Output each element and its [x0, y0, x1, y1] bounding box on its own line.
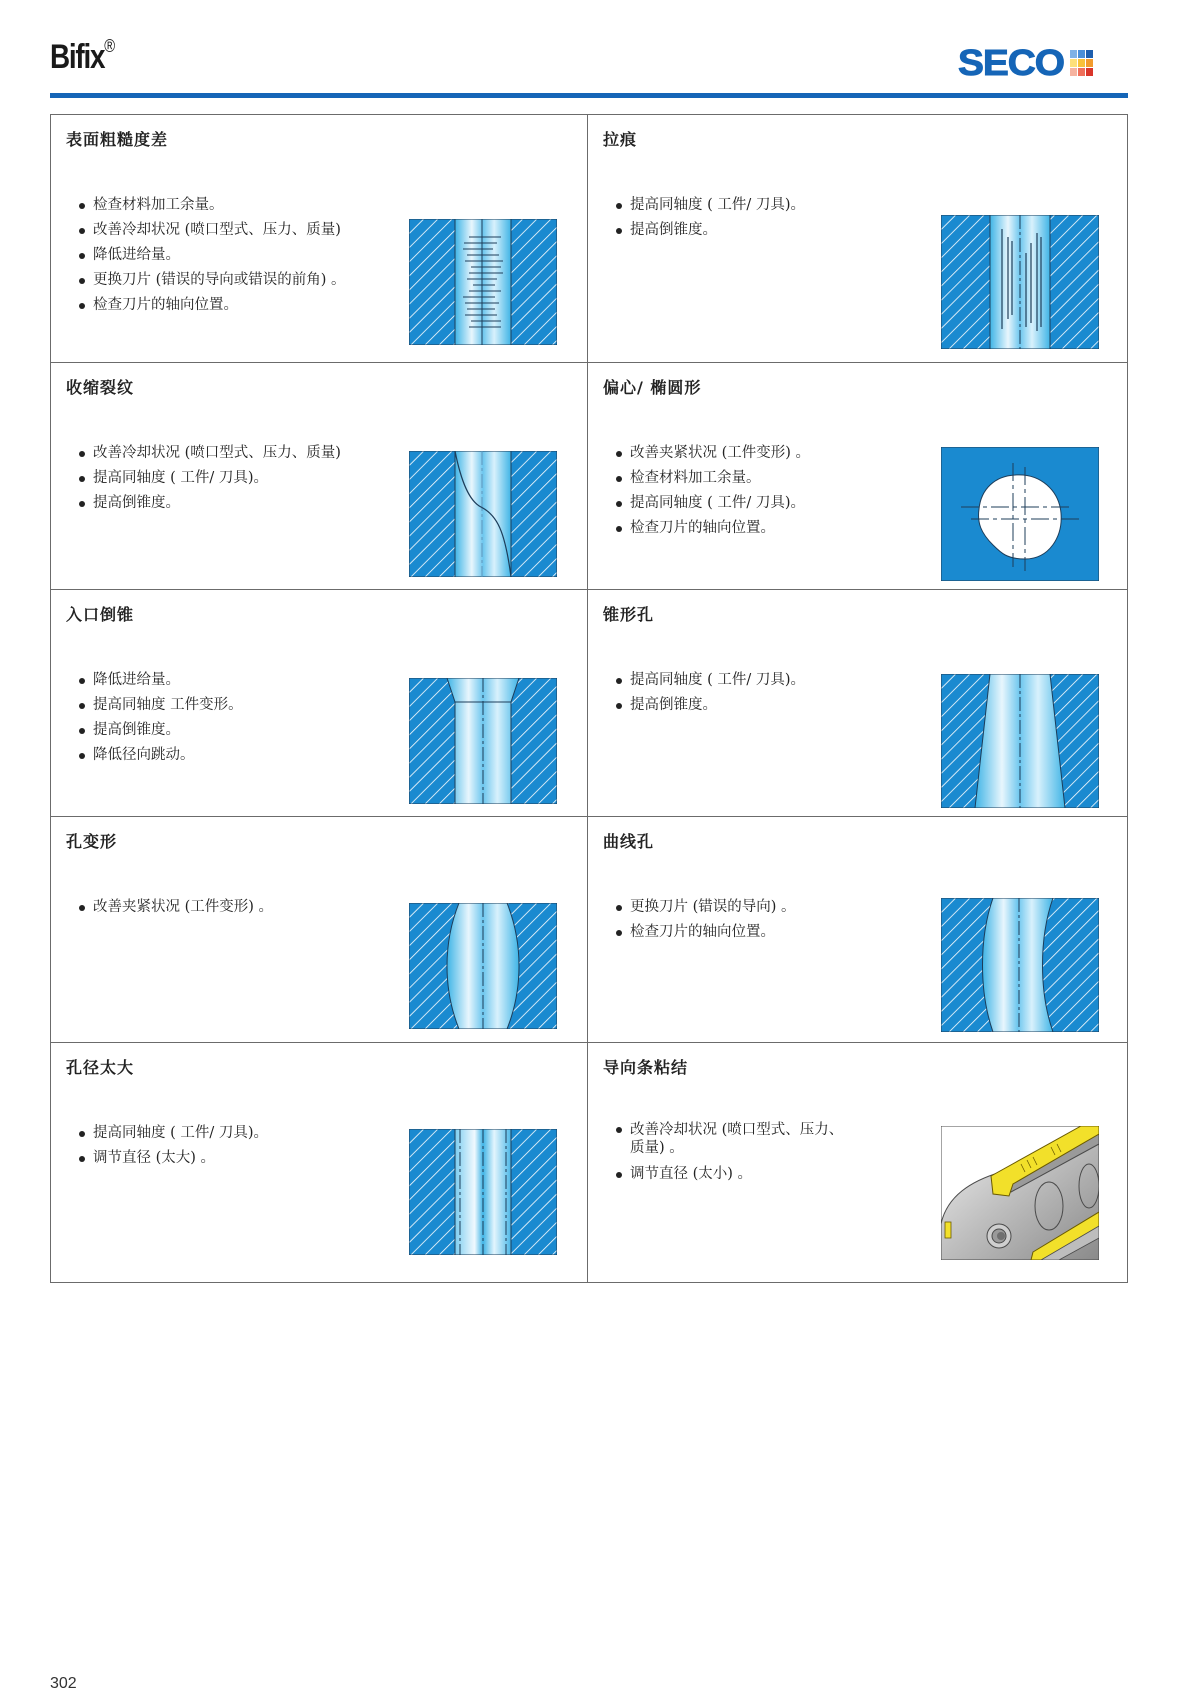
remedy-item: 检查刀片的轴向位置。: [616, 920, 796, 945]
remedy-list: [616, 895, 796, 945]
remedy-item: 提高同轴度 ( 工件/ 刀具)。: [616, 193, 805, 218]
problem-title: 入口倒锥: [66, 605, 135, 624]
problem-title: 导向条粘结: [603, 1058, 689, 1077]
remedy-item: 提高同轴度 ( 工件/ 刀具)。: [79, 1121, 268, 1146]
remedy-item: 改善冷却状况 (喷口型式、压力、质量): [79, 441, 341, 466]
remedy-list: [79, 1121, 268, 1171]
scoring-marks-diagram: [941, 215, 1099, 349]
remedy-item: 改善夹紧状况 (工件变形) 。: [79, 895, 273, 920]
problem-title: 锥形孔: [603, 605, 655, 624]
remedy-item: 改善冷却状况 (喷口型式、压力、质量): [79, 218, 346, 243]
remedy-item: 调节直径 (太大) 。: [79, 1146, 268, 1171]
registered-mark: ®: [104, 36, 116, 56]
remedy-item: 改善夹紧状况 (工件变形) 。: [616, 441, 810, 466]
problem-cell-curved-hole: [588, 817, 1127, 1043]
problem-title: 孔径太大: [66, 1058, 135, 1077]
remedy-item: 提高同轴度 工件变形。: [79, 693, 243, 718]
remedy-list: [616, 193, 805, 243]
problem-cell-tapered-hole: [588, 590, 1127, 817]
problem-title: 孔变形: [66, 832, 118, 851]
problem-cell-scoring: [588, 115, 1127, 363]
remedy-list: [79, 668, 243, 768]
remedy-item: 降低径向跳动。: [79, 743, 243, 768]
guide-pad-adhesion-illustration: [941, 1126, 1099, 1260]
page-number: 302: [50, 1675, 77, 1692]
remedy-item: 更换刀片 (错误的导向) 。: [616, 895, 796, 920]
remedy-item: 提高倒锥度。: [79, 491, 341, 516]
remedy-item: 降低进给量。: [79, 668, 243, 693]
remedy-list: [616, 1121, 846, 1187]
remedy-item: 提高同轴度 ( 工件/ 刀具)。: [616, 668, 805, 693]
product-name: Bifix: [50, 38, 105, 76]
eccentric-oval-diagram: [941, 447, 1099, 581]
tapered-hole-diagram: [941, 674, 1099, 808]
problem-cell-hole-deformation: [51, 817, 588, 1043]
remedy-item: 改善冷却状况 (喷口型式、压力、质量) 。: [616, 1121, 846, 1157]
problem-title: 曲线孔: [603, 832, 655, 851]
remedy-list: [79, 895, 273, 920]
remedy-list: [79, 193, 346, 318]
oversized-hole-diagram: [409, 1129, 557, 1255]
remedy-item: 提高同轴度 ( 工件/ 刀具)。: [79, 466, 341, 491]
remedy-item: 提高倒锥度。: [616, 693, 805, 718]
remedy-item: 调节直径 (太小) 。: [616, 1162, 846, 1187]
hole-deformation-diagram: [409, 903, 557, 1029]
problem-title: 拉痕: [603, 130, 638, 149]
header-rule: [50, 93, 1128, 98]
remedy-list: [616, 441, 810, 541]
remedy-item: 检查刀片的轴向位置。: [79, 293, 346, 318]
poor-surface-finish-diagram: [409, 219, 557, 345]
shrinkage-crack-diagram: [409, 451, 557, 577]
remedy-item: 检查刀片的轴向位置。: [616, 516, 810, 541]
problem-cell-shrinkage-crack: [51, 363, 588, 590]
remedy-item: 提高倒锥度。: [79, 718, 243, 743]
remedy-list: [616, 668, 805, 718]
product-title: [50, 38, 115, 77]
problem-cell-guide-pad-adhesion: [588, 1043, 1127, 1282]
curved-hole-diagram: [941, 898, 1099, 1032]
problem-cell-oversized-hole: [51, 1043, 588, 1282]
remedy-item: 检查材料加工余量。: [616, 466, 810, 491]
entry-taper-diagram: [409, 678, 557, 804]
problem-title: 收缩裂纹: [66, 378, 135, 397]
remedy-item: 提高同轴度 ( 工件/ 刀具)。: [616, 491, 810, 516]
seco-logo: [958, 42, 1093, 83]
problem-cell-entry-taper: [51, 590, 588, 817]
remedy-item: 检查材料加工余量。: [79, 193, 346, 218]
seco-color-mark-icon: [1070, 50, 1093, 76]
problem-cell-eccentric-oval: [588, 363, 1127, 590]
seco-wordmark: SECO: [958, 42, 1064, 83]
remedy-item: 更换刀片 (错误的导向或错误的前角) 。: [79, 268, 346, 293]
problem-title: 表面粗糙度差: [66, 130, 169, 149]
problem-cell-poor-surface-finish: [51, 115, 588, 363]
problem-title: 偏心/ 椭圆形: [603, 378, 702, 397]
remedy-item: 降低进给量。: [79, 243, 346, 268]
remedy-list: [79, 441, 341, 516]
remedy-item: 提高倒锥度。: [616, 218, 805, 243]
troubleshooting-table: [50, 114, 1128, 1283]
